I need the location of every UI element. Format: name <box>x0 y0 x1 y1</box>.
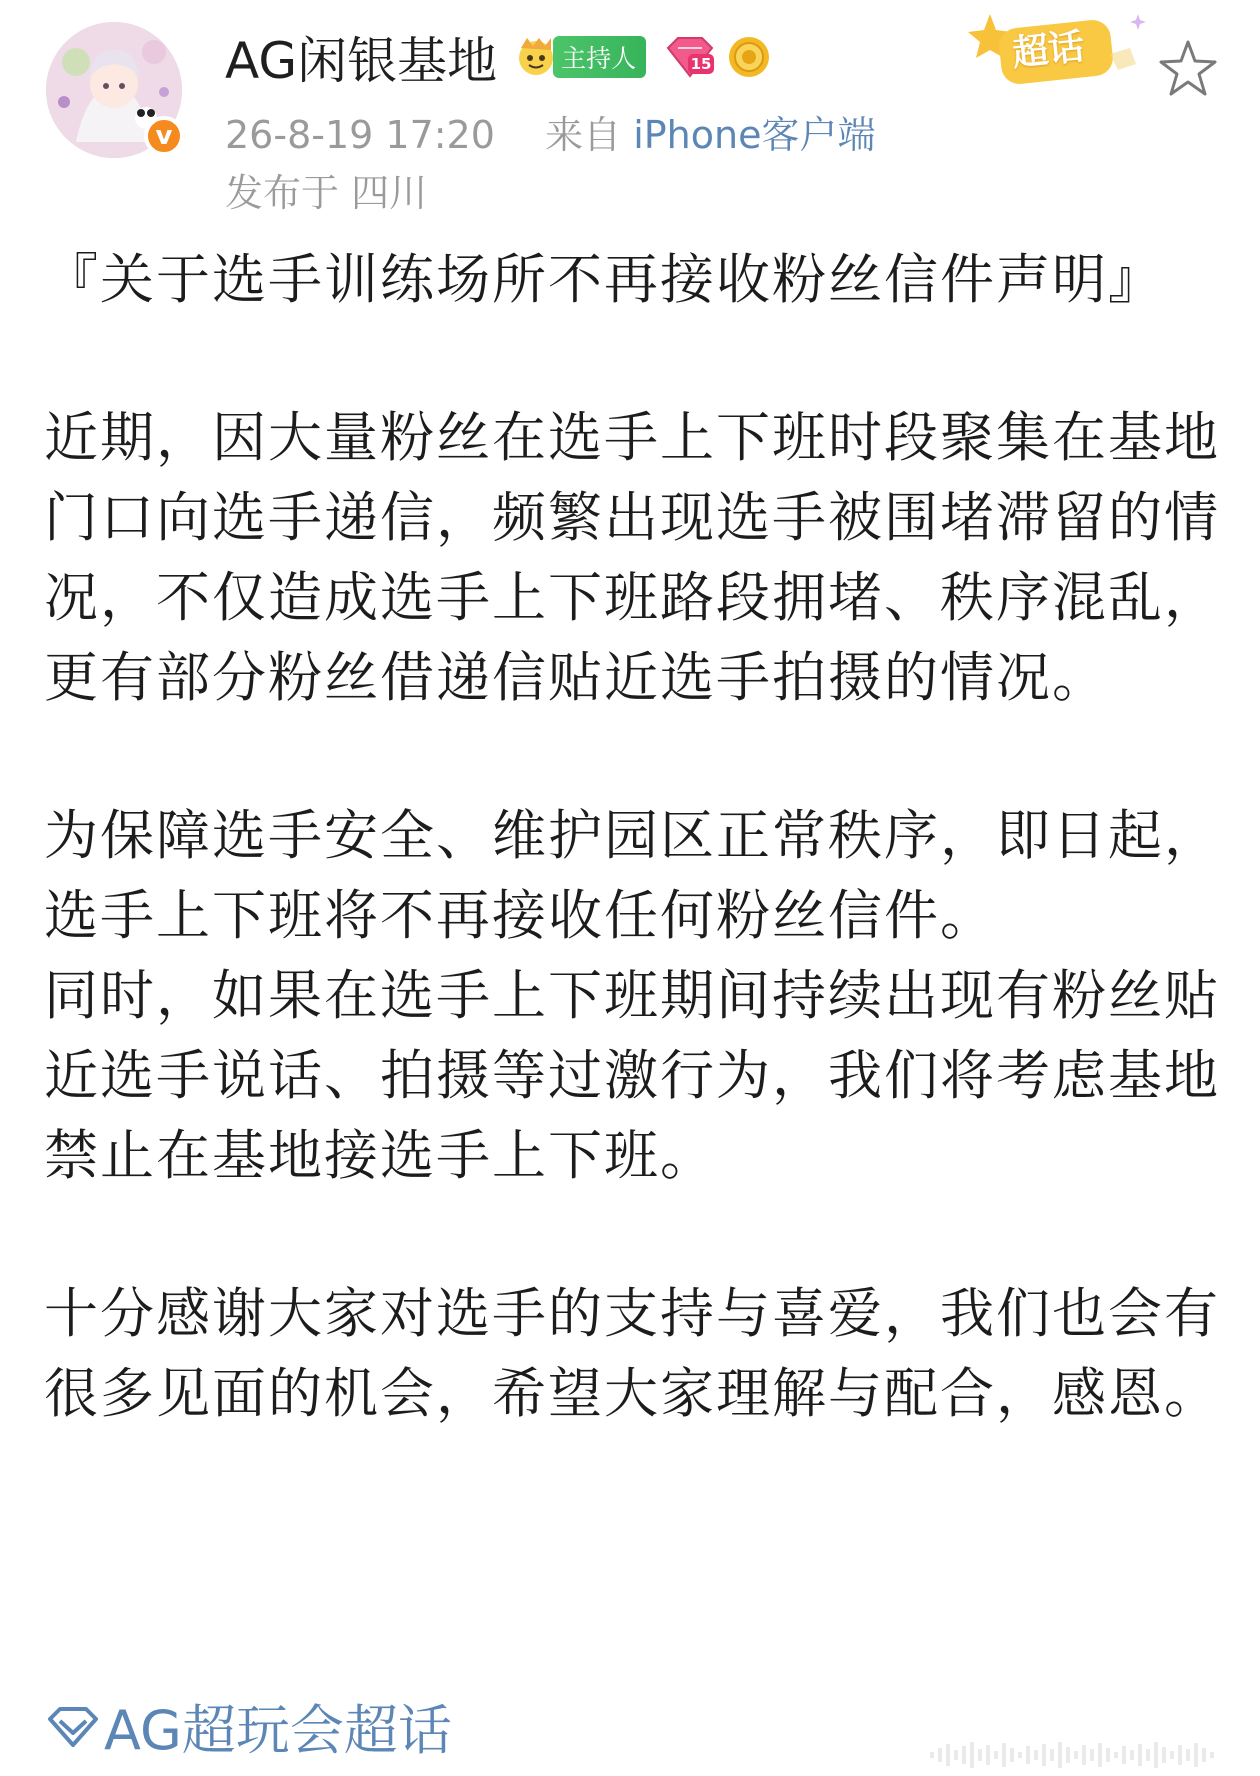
post-title: 『关于选手训练场所不再接收粉丝信件声明』 <box>44 248 1164 311</box>
post-paragraph: 十分感谢大家对选手的支持与喜爱，我们也会有很多见面的机会，希望大家理解与配合，感恩。 <box>44 1282 1220 1425</box>
star-icon[interactable] <box>1155 36 1221 102</box>
badge-group <box>513 34 772 80</box>
post-paragraph: 同时，如果在选手上下班期间持续出现有粉丝贴近选手说话、拍摄等过激行为，我们将考虑基地禁止在基地接选手上下班。 <box>44 964 1220 1187</box>
supertopic-link[interactable] <box>46 1688 452 1765</box>
post-meta <box>225 104 875 159</box>
level-gem-icon[interactable] <box>664 34 716 80</box>
post-content <box>44 240 1224 1434</box>
svg-text:15: 15 <box>690 55 712 73</box>
post-paragraph: 近期，因大量粉丝在选手上下班时段聚集在基地门口向选手递信，频繁出现选手被围堵滞留的情况，不仅造成选手上下班路段拥堵、秩序混乱，更有部分粉丝借递信贴近选手拍摄的情况。 <box>44 406 1220 709</box>
post-timestamp: 26-8-19 17:20 <box>225 113 495 157</box>
post-paragraph: 为保障选手安全、维护园区正常秩序，即日起，选手上下班将不再接收任何粉丝信件。 <box>44 804 1220 947</box>
verified-icon: v <box>144 116 184 156</box>
avatar[interactable] <box>46 22 182 158</box>
source-prefix: 来自 <box>545 113 622 157</box>
host-badge-label: 主持人 <box>553 36 646 78</box>
post-header <box>0 0 1260 225</box>
supertopic-link-label: AG超玩会超话 <box>104 1699 452 1762</box>
sun-medal-icon[interactable] <box>726 34 772 80</box>
name-row <box>225 22 772 92</box>
diamond-icon <box>46 1705 100 1749</box>
username[interactable]: AG闲银基地 <box>225 32 498 90</box>
post-location: 发布于 四川 <box>225 171 428 215</box>
source-link[interactable]: iPhone客户端 <box>633 113 876 157</box>
host-badge[interactable] <box>513 34 646 80</box>
watermark-icon <box>930 1740 1230 1770</box>
supertopic-label: 超话 <box>1010 26 1087 75</box>
